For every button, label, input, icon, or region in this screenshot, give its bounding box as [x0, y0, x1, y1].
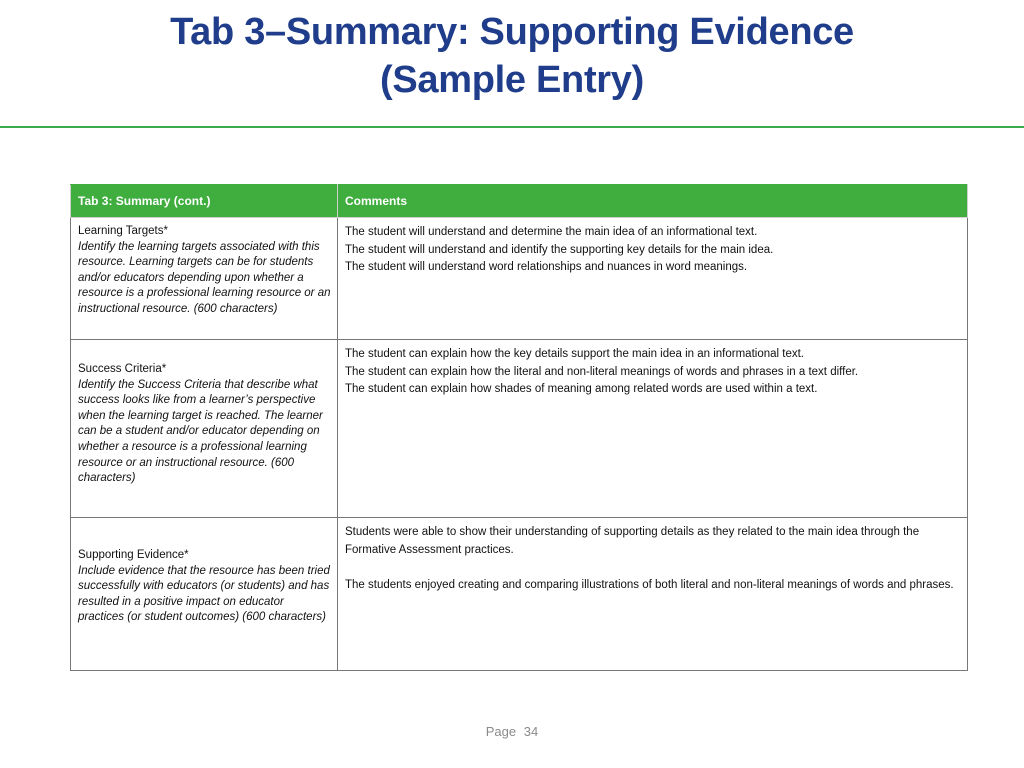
paragraph-gap	[345, 559, 961, 577]
header-comments: Comments	[338, 185, 968, 218]
prompt-cell	[71, 340, 338, 518]
page-footer	[0, 724, 1024, 739]
prompt-title: Learning Targets*	[78, 225, 168, 237]
slide-title-line-2: (Sample Entry)	[380, 59, 644, 101]
comment-cell[interactable]	[338, 340, 968, 518]
comment-cell[interactable]	[338, 518, 968, 671]
comment-line: The student will understand and determine the main idea of an informational text.	[345, 226, 758, 238]
prompt-description: Include evidence that the resource has been tried successfully with educators (or students) and has resulted in a positive impact on educator practices (or student outcomes) (600 characters)	[78, 564, 330, 624]
comment-line: The students enjoyed creating and comparing illustrations of both literal and non-literal meanings of words and phrases.	[345, 578, 954, 591]
prompt-description: Identify the learning targets associated with this resource. Learning targets can be for students and/or educators depending upon whether a resource is a professional learning resource or an instructional resource. (600 characters)	[78, 240, 331, 315]
prompt-description: Identify the Success Criteria that describe what success looks like from a learner’s perspective when the learning target is reached. The learner can be a student and/or educator depending on whether a resource is a professional learning resource or an instructional resource. (600 characters)	[78, 378, 323, 485]
table-header-row	[71, 185, 968, 218]
prompt-title: Supporting Evidence*	[78, 549, 189, 561]
comment-line: The student can explain how the literal and non-literal meanings of words and phrases in a text differ.	[345, 365, 859, 378]
comment-line: The student can explain how shades of meaning among related words are used within a text.	[345, 383, 818, 395]
slide-title-line-1: Tab 3–Summary: Supporting Evidence	[170, 11, 854, 53]
slide-title	[0, 8, 1024, 104]
table-row-supporting-evidence	[71, 518, 968, 671]
table-row-learning-targets	[71, 218, 968, 340]
comment-line: The student can explain how the key details support the main idea in an informational text.	[345, 348, 804, 360]
comment-cell[interactable]	[338, 218, 968, 340]
title-divider	[0, 126, 1024, 128]
comment-line: The student will understand and identify the supporting key details for the main idea.	[345, 243, 774, 256]
header-summary: Tab 3: Summary (cont.)	[71, 185, 338, 218]
comment-line: The student will understand word relationships and nuances in word meanings.	[345, 261, 748, 273]
prompt-cell	[71, 218, 338, 340]
prompt-cell	[71, 518, 338, 671]
table-row-success-criteria	[71, 340, 968, 518]
comment-line: Students were able to show their understanding of supporting details as they related to the main idea through the Formative Assessment practices.	[345, 526, 920, 556]
summary-evidence-table	[70, 184, 968, 671]
prompt-title: Success Criteria*	[78, 363, 167, 375]
page-label: Page	[485, 724, 517, 739]
page-number: 34	[523, 724, 539, 739]
